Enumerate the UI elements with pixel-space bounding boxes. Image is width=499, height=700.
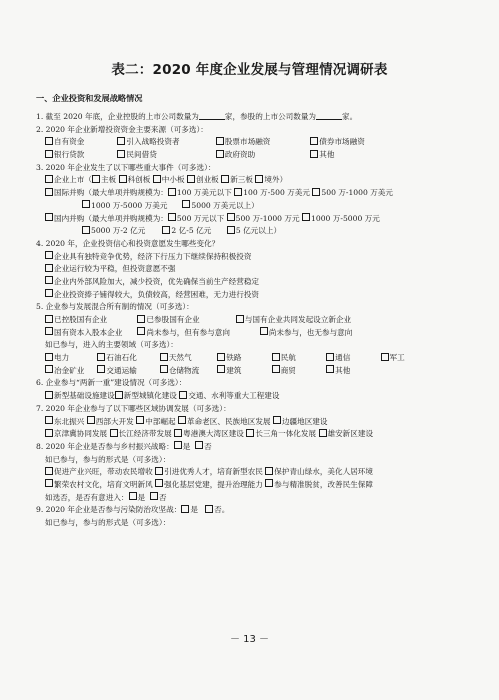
checkbox[interactable] [236, 315, 244, 323]
checkbox[interactable] [310, 150, 318, 158]
checkbox[interactable] [326, 353, 334, 361]
checkbox[interactable] [302, 213, 310, 221]
checkbox[interactable] [174, 429, 182, 437]
question-5: 5. 企业参与发展混合所有制的情况（可多选）： [36, 302, 194, 312]
checkbox[interactable] [45, 188, 53, 196]
checkbox[interactable] [319, 429, 327, 437]
q3-cross-border-row1: 国际并购（最大单项并购规模为： 100 万美元以下 100 万-500 万美元 500 万-1000 万美元 [36, 187, 476, 200]
section-heading: 一、企业投资和发展战略情况 [36, 93, 143, 103]
checkbox[interactable] [45, 467, 53, 475]
checkbox[interactable] [246, 429, 254, 437]
page-title: 表二：2020 年度企业发展与管理情况调研表 [111, 62, 388, 78]
checkbox-no[interactable] [150, 492, 158, 500]
checkbox[interactable] [87, 416, 95, 424]
q6-options-row: 新型基础设施建设 新型城镇化建设 交通、水利等重大工程建设 [36, 390, 476, 403]
question-9: 9. 2020 年企业是否参与污染防治攻坚战： 是 否。 [36, 505, 230, 515]
checkbox[interactable] [273, 416, 281, 424]
checkbox[interactable] [137, 327, 145, 335]
checkbox[interactable] [168, 213, 176, 221]
checkbox[interactable] [45, 276, 53, 284]
checkbox[interactable] [45, 150, 53, 158]
checkbox[interactable] [82, 200, 90, 208]
q4-option: 企业具有独特竞争优势，经济下行压力下继续保持积极投资 [36, 251, 476, 264]
checkbox[interactable] [187, 175, 195, 183]
q8-options-row1: 促进产业兴旺，带动农民增收 引进优秀人才，培育新型农民 保护青山绿水，美化人居环境 [36, 466, 476, 479]
q7-options-row1: 东北振兴 西部大开发 中部崛起 革命老区、民族地区发展 边疆地区建设 [36, 416, 476, 429]
q9-sub-question: 如已参与，参与的形式是（可多选）： [45, 518, 171, 527]
checkbox[interactable] [182, 200, 190, 208]
q4-option: 企业运行较为平稳，但投资意愿不强 [36, 263, 476, 276]
q4-option: 企业内外部风险加大，减少投资，优先确保当前生产经营稳定 [36, 276, 476, 289]
q5-options-row1: 已控股国有企业 已参股国有企业 与国有企业共同发起设立新企业 [36, 314, 476, 327]
checkbox[interactable] [217, 353, 225, 361]
checkbox[interactable] [117, 150, 125, 158]
listed-held-blank[interactable] [316, 112, 342, 120]
checkbox[interactable] [110, 429, 118, 437]
survey-body [36, 111, 476, 530]
checkbox[interactable] [160, 365, 168, 373]
checkbox[interactable] [221, 175, 229, 183]
checkbox[interactable] [136, 416, 144, 424]
checkbox[interactable] [45, 365, 53, 373]
question-7: 7. 2020 年企业参与了以下哪些区域协调发展（可多选）： [36, 403, 231, 413]
listed-controlled-blank[interactable] [199, 112, 225, 120]
checkbox[interactable] [216, 137, 224, 145]
checkbox[interactable] [312, 188, 320, 196]
checkbox[interactable] [168, 188, 176, 196]
checkbox[interactable] [227, 213, 235, 221]
question-3: 3. 2020 年企业发生了以下哪些重大事件（可多选）： [36, 162, 216, 172]
q5-sub-question: 如已参与，进入的主要领域（可多选）： [45, 340, 178, 350]
checkbox[interactable] [381, 353, 389, 361]
checkbox[interactable] [45, 479, 53, 487]
checkbox[interactable] [45, 416, 53, 424]
checkbox[interactable] [234, 188, 242, 196]
checkbox[interactable] [97, 365, 105, 373]
checkbox[interactable] [45, 137, 53, 145]
checkbox[interactable] [162, 226, 170, 234]
checkbox[interactable] [45, 429, 53, 437]
page-number: － 13 － [229, 634, 270, 645]
checkbox-no[interactable] [205, 505, 213, 513]
checkbox-yes[interactable] [181, 505, 189, 513]
checkbox[interactable] [45, 289, 53, 297]
q3-domestic-row1: 国内并购（最大单项并购规模为： 500 万元以下 500 万-1000 万元 1000 万-5000 万元 [36, 213, 476, 226]
checkbox[interactable] [45, 315, 53, 323]
checkbox[interactable] [92, 175, 100, 183]
checkbox[interactable] [45, 391, 53, 399]
checkbox[interactable] [137, 315, 145, 323]
q5-fields-row1: 电力 石油石化 天然气 铁路 民航 通信 军工 [36, 352, 476, 365]
checkbox[interactable] [160, 353, 168, 361]
checkbox-no[interactable] [195, 441, 203, 449]
checkbox[interactable] [115, 391, 123, 399]
checkbox[interactable] [216, 150, 224, 158]
checkbox[interactable] [153, 175, 161, 183]
checkbox[interactable] [326, 365, 334, 373]
checkbox[interactable] [45, 327, 53, 335]
q3-listing-row: 企业上市（ 主板 科创板 中小板 创业板 新三板 境外） [36, 174, 476, 187]
question-2: 2. 2020 年企业新增投资资金主要来源（可多选）： [36, 124, 208, 134]
q2-options-row1: 自有资金 引入战略投资者 股票市场融资 债券市场融资 [36, 136, 476, 149]
q8-sub-question: 如已参与，参与的形式是（可多选）： [45, 454, 171, 464]
checkbox[interactable] [227, 226, 235, 234]
checkbox[interactable] [45, 213, 53, 221]
checkbox[interactable] [155, 467, 163, 475]
question-1: 1. 截至 2020 年底，企业控股的上市公司数量为 家，参股的上市公司数量为 家。 [36, 112, 358, 121]
q8-options-row2: 繁荣农村文化，培育文明新风 强化基层党建，提升治理能力 参与精准脱贫，改善民生保障 [36, 479, 476, 492]
checkbox[interactable] [45, 264, 53, 272]
checkbox[interactable] [117, 137, 125, 145]
checkbox[interactable] [265, 479, 273, 487]
checkbox[interactable] [260, 327, 268, 335]
checkbox[interactable] [272, 353, 280, 361]
checkbox[interactable] [178, 416, 186, 424]
q3-cross-border-row2: 1000 万-5000 万美元 5000 万美元以上） [36, 200, 476, 213]
q8-follow-up: 如选否，是否有意进入： 是 否 [45, 492, 167, 502]
q4-option: 企业投资捧子铺得较大，负债较高，经营困难，无力进行投资 [36, 289, 476, 302]
checkbox[interactable] [310, 137, 318, 145]
q5-fields-row2: 冶金矿业 交通运输 仓储物流 建筑 商贸 其他 [36, 365, 476, 378]
checkbox[interactable] [45, 175, 53, 183]
q5-options-row2: 国有资本入股本企业 尚未参与，但有参与意向 尚未参与，也无参与意向 [36, 327, 476, 340]
q3-domestic-row2: 5000 万-2 亿元 2 亿-5 亿元 5 亿元以上） [36, 225, 476, 238]
question-8: 8. 2020 年企业是否参与乡村振兴战略： 是 否 [36, 441, 212, 451]
checkbox[interactable] [255, 175, 263, 183]
checkbox[interactable] [119, 175, 127, 183]
q7-options-row2: 京津冀协同发展 长江经济带发展 粤港澳大湾区建设 长三角一体化发展 雄安新区建设 [36, 428, 476, 441]
checkbox[interactable] [179, 391, 187, 399]
checkbox[interactable] [272, 365, 280, 373]
question-6: 6. 企业参与“两新一重”建设情况（可多选）： [36, 378, 187, 388]
checkbox[interactable] [97, 353, 105, 361]
checkbox[interactable] [82, 226, 90, 234]
checkbox[interactable] [45, 353, 53, 361]
checkbox[interactable] [265, 467, 273, 475]
checkbox[interactable] [45, 251, 53, 259]
q2-options-row2: 银行贷款 民间借贷 政府资助 其他 [36, 149, 476, 162]
checkbox-yes[interactable] [129, 492, 137, 500]
checkbox[interactable] [155, 479, 163, 487]
checkbox-yes[interactable] [174, 441, 182, 449]
checkbox[interactable] [217, 365, 225, 373]
question-4: 4. 2020 年，企业投资信心和投资意愿发生哪些变化？ [36, 238, 220, 248]
